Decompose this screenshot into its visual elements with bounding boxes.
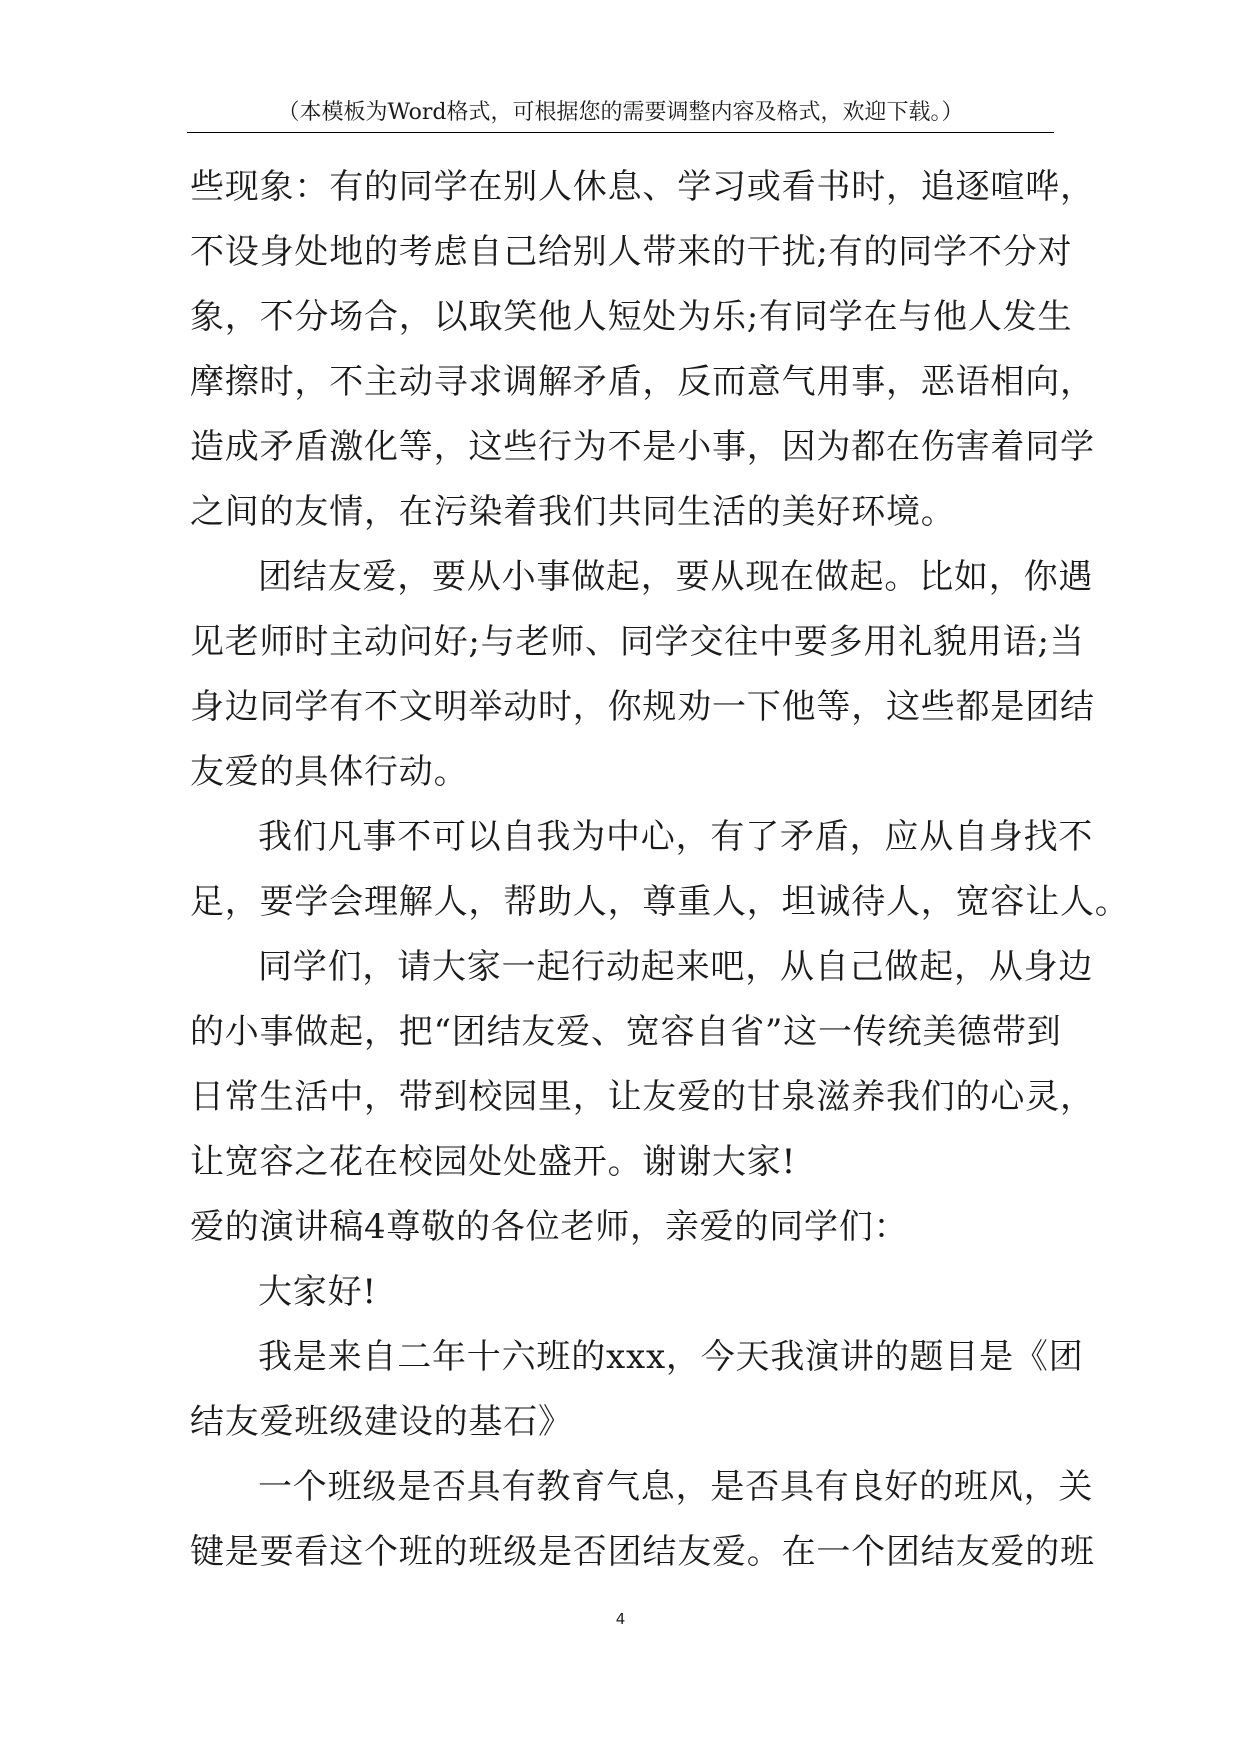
header-divider — [187, 132, 1054, 133]
paragraph-start-line: 团结友爱，要从小事做起，要从现在做起。比如，你遇 — [258, 557, 1094, 597]
text-line: 些现象：有的同学在别人休息、学习或看书时，追逐喧哗， — [190, 167, 1095, 207]
template-note: （本模板为Word格式，可根据您的需要调整内容及格式，欢迎下载。） — [277, 100, 964, 125]
text-line: 键是要看这个班的班级是否团结友爱。在一个团结友爱的班 — [190, 1532, 1095, 1572]
text-line: 象，不分场合，以取笑他人短处为乐;有同学在与他人发生 — [190, 297, 1073, 337]
text-line: 让宽容之花在校园处处盛开。谢谢大家! — [190, 1142, 797, 1182]
paragraph-start-line: 同学们，请大家一起行动起来吧，从自己做起，从身边 — [258, 947, 1094, 987]
page-number: 4 — [615, 1610, 626, 1628]
paragraph-start-line: 我们凡事不可以自我为中心，有了矛盾，应从自身找不 — [258, 817, 1094, 857]
text-line: 造成矛盾激化等，这些行为不是小事，因为都在伤害着同学 — [190, 427, 1095, 467]
text-line: 见老师时主动问好;与老师、同学交往中要多用礼貌用语;当 — [190, 622, 1085, 662]
text-line: 日常生活中，带到校园里，让友爱的甘泉滋养我们的心灵， — [190, 1077, 1095, 1117]
text-line: 摩擦时，不主动寻求调解矛盾，反而意气用事，恶语相向， — [190, 362, 1095, 402]
greeting-line: 大家好! — [258, 1272, 377, 1312]
text-line: 足，要学会理解人，帮助人，尊重人，坦诚待人，宽容让人。 — [190, 882, 1130, 922]
paragraph-start-line: 我是来自二年十六班的xxx，今天我演讲的题目是《团 — [258, 1337, 1084, 1377]
paragraph-start-line: 一个班级是否具有教育气息，是否具有良好的班风，关 — [258, 1467, 1094, 1507]
section-heading-line: 爱的演讲稿4尊敬的各位老师，亲爱的同学们： — [190, 1207, 909, 1247]
text-line: 之间的友情，在污染着我们共同生活的美好环境。 — [190, 492, 956, 532]
speech-body — [190, 155, 1130, 1585]
text-line: 的小事做起，把“团结友爱、宽容自省”这一传统美德带到 — [190, 1012, 1062, 1052]
text-line: 结友爱班级建设的基石》 — [190, 1402, 573, 1442]
text-line: 身边同学有不文明举动时，你规劝一下他等，这些都是团结 — [190, 687, 1095, 727]
text-line: 不设身处地的考虑自己给别人带来的干扰;有的同学不分对 — [190, 232, 1073, 272]
text-line: 友爱的具体行动。 — [190, 752, 469, 792]
